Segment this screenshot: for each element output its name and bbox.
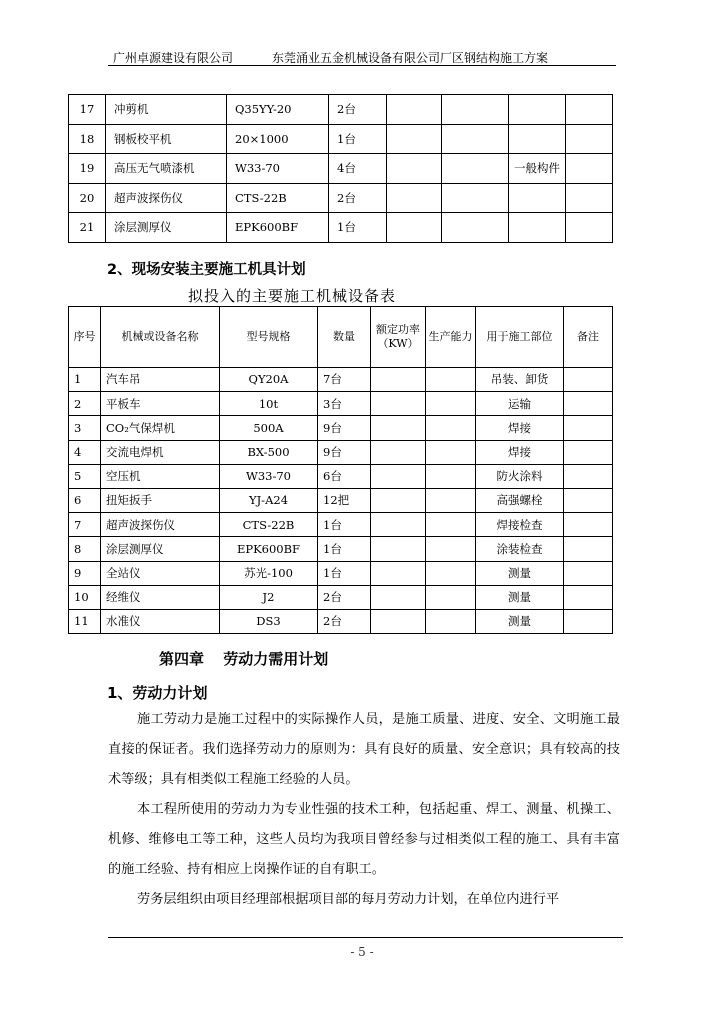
table-cell <box>426 585 476 609</box>
header-company: 广州卓源建设有限公司 <box>113 51 234 65</box>
table-cell <box>564 416 613 440</box>
table-cell <box>371 537 426 561</box>
table-cell: 9台 <box>318 416 371 440</box>
table-cell <box>509 213 566 243</box>
section-2-title: 2、现场安装主要施工机具计划 <box>107 262 306 278</box>
table-cell: CO₂气保焊机 <box>101 416 220 440</box>
table-cell: 焊接检查 <box>476 513 564 537</box>
header-model: 型号规格 <box>220 307 318 368</box>
table-cell: BX-500 <box>220 440 318 464</box>
table-cell <box>371 464 426 488</box>
table-cell: Q35YY-20 <box>227 95 329 125</box>
table-row <box>69 213 613 243</box>
table-cell: 防火涂料 <box>476 464 564 488</box>
table-cell <box>442 95 509 125</box>
table-cell: 测量 <box>476 561 564 585</box>
machinery-table <box>68 306 613 634</box>
table-cell <box>442 213 509 243</box>
header-rule <box>108 65 616 66</box>
table-cell <box>564 440 613 464</box>
table-cell <box>371 561 426 585</box>
table-cell: 3台 <box>318 392 371 416</box>
table-cell: 高强螺栓 <box>476 488 564 512</box>
table-cell: 4 <box>69 440 101 464</box>
table-cell: 6 <box>69 488 101 512</box>
paragraph-1: 施工劳动力是施工过程中的实际操作人员，是施工质量、进度、安全、文明施工最直接的保证者。我们选择劳动力的原则为：具有良好的质量、安全意识；具有较高的技术等级；具有相类似工程施工经验的人员。 <box>108 712 620 787</box>
paragraph-3: 劳务层组织由项目经理部根据项目部的每月劳动力计划，在单位内进行平 <box>137 892 560 907</box>
table-cell <box>566 95 613 125</box>
table-cell: 4台 <box>329 154 387 184</box>
table-cell: 19 <box>69 154 106 184</box>
table-row <box>69 416 613 440</box>
table-cell: 平板车 <box>101 392 220 416</box>
table-cell <box>564 488 613 512</box>
table-row <box>69 513 613 537</box>
table-cell <box>371 392 426 416</box>
header-seq: 序号 <box>69 307 101 368</box>
table-cell: 20 <box>69 183 106 213</box>
table-header-row <box>69 307 613 368</box>
table-cell: 7 <box>69 513 101 537</box>
table-row <box>69 537 613 561</box>
table-cell: 全站仪 <box>101 561 220 585</box>
table-cell <box>426 416 476 440</box>
table-cell: 500A <box>220 416 318 440</box>
table-cell <box>442 124 509 154</box>
table-cell: 2台 <box>318 609 371 633</box>
table-cell: 测量 <box>476 609 564 633</box>
table-cell: 涂层测厚仪 <box>101 537 220 561</box>
header-power: 额定功率（KW） <box>371 307 426 368</box>
table-cell: 冲剪机 <box>106 95 227 125</box>
table-cell: 2台 <box>329 183 387 213</box>
table-cell: YJ-A24 <box>220 488 318 512</box>
table-cell: 水准仪 <box>101 609 220 633</box>
header-name: 机械或设备名称 <box>101 307 220 368</box>
table-row <box>69 561 613 585</box>
table-cell: QY20A <box>220 368 318 392</box>
table-cell: EPK600BF <box>220 537 318 561</box>
table-cell <box>564 537 613 561</box>
table-cell: 汽车吊 <box>101 368 220 392</box>
section-1-title: 1、劳动力计划 <box>107 684 208 702</box>
table-cell: 12把 <box>318 488 371 512</box>
table-cell: 10 <box>69 585 101 609</box>
table-cell: 吊装、卸货 <box>476 368 564 392</box>
table-cell <box>371 585 426 609</box>
table-cell: 运输 <box>476 392 564 416</box>
table-cell: 8 <box>69 537 101 561</box>
table-cell <box>387 183 442 213</box>
table-cell: 超声波探伤仪 <box>106 183 227 213</box>
table-cell: 3 <box>69 416 101 440</box>
paragraph-2: 本工程所使用的劳动力为专业性强的技术工种，包括起重、焊工、测量、机操工、机修、维修电工等工种，这些人员均为我项目曾经参与过相类似工程的施工、具有丰富的施工经验、持有相应上岗操作证的自有职工。 <box>108 802 620 877</box>
equipment-table-continued <box>68 94 613 243</box>
table-cell: W33-70 <box>227 154 329 184</box>
table-cell: 涂层测厚仪 <box>106 213 227 243</box>
table-row <box>69 488 613 512</box>
table-cell <box>371 368 426 392</box>
table-cell <box>426 561 476 585</box>
table-cell <box>426 440 476 464</box>
table-cell <box>564 513 613 537</box>
table-cell <box>387 213 442 243</box>
table-cell: 10t <box>220 392 318 416</box>
table-cell: 18 <box>69 124 106 154</box>
table-row <box>69 124 613 154</box>
table-cell <box>442 154 509 184</box>
table-cell <box>371 488 426 512</box>
table-cell: 9 <box>69 561 101 585</box>
table-cell <box>426 488 476 512</box>
table-cell: 焊接 <box>476 440 564 464</box>
table-cell: W33-70 <box>220 464 318 488</box>
table-cell: 涂装检查 <box>476 537 564 561</box>
table-cell <box>509 124 566 154</box>
table-cell <box>566 124 613 154</box>
table-cell: 1台 <box>329 213 387 243</box>
table-cell <box>564 392 613 416</box>
table-row <box>69 368 613 392</box>
table-cell <box>564 609 613 633</box>
table-cell <box>564 561 613 585</box>
table-cell <box>509 183 566 213</box>
table-row <box>69 609 613 633</box>
table-cell: 2台 <box>329 95 387 125</box>
table-cell <box>564 585 613 609</box>
table-cell: DS3 <box>220 609 318 633</box>
table-cell <box>426 537 476 561</box>
header-qty: 数量 <box>318 307 371 368</box>
table-cell <box>387 95 442 125</box>
table-cell: 1台 <box>318 537 371 561</box>
table-cell: 9台 <box>318 440 371 464</box>
table-cell: 17 <box>69 95 106 125</box>
table-cell <box>426 513 476 537</box>
table-cell: J2 <box>220 585 318 609</box>
table-cell <box>509 95 566 125</box>
table-cell: 2台 <box>318 585 371 609</box>
table-cell <box>371 513 426 537</box>
table-cell <box>566 154 613 184</box>
table-cell: CTS-22B <box>227 183 329 213</box>
table-cell: EPK600BF <box>227 213 329 243</box>
machinery-table-title: 拟投入的主要施工机械设备表 <box>188 287 397 305</box>
table-cell: 空压机 <box>101 464 220 488</box>
footer-rule <box>108 937 623 938</box>
table-cell: 7台 <box>318 368 371 392</box>
table-cell <box>426 464 476 488</box>
table-cell: 1台 <box>318 513 371 537</box>
header-capacity: 生产能力 <box>426 307 476 368</box>
header-document-title: 东莞涌业五金机械设备有限公司厂区钢结构施工方案 <box>272 51 549 65</box>
table-row <box>69 392 613 416</box>
table-row <box>69 440 613 464</box>
table-cell: 焊接 <box>476 416 564 440</box>
table-cell: 测量 <box>476 585 564 609</box>
table-row <box>69 95 613 125</box>
table-cell: 11 <box>69 609 101 633</box>
table-cell: 1 <box>69 368 101 392</box>
table-cell <box>564 368 613 392</box>
table-row <box>69 464 613 488</box>
table-cell <box>371 416 426 440</box>
table-cell: 20×1000 <box>227 124 329 154</box>
table-cell <box>564 464 613 488</box>
table-cell: 高压无气喷漆机 <box>106 154 227 184</box>
table-cell: 6台 <box>318 464 371 488</box>
table-cell: 1台 <box>318 561 371 585</box>
table-cell: 扭矩扳手 <box>101 488 220 512</box>
table-row <box>69 183 613 213</box>
table-cell <box>371 609 426 633</box>
table-cell <box>426 609 476 633</box>
chapter-title: 第四章 劳动力需用计划 <box>159 650 329 668</box>
table-cell: 苏光-100 <box>220 561 318 585</box>
table-cell: 超声波探伤仪 <box>101 513 220 537</box>
table-cell <box>566 213 613 243</box>
table-cell <box>426 392 476 416</box>
table-row <box>69 585 613 609</box>
table-cell <box>371 440 426 464</box>
header-usage: 用于施工部位 <box>476 307 564 368</box>
table-cell: 1台 <box>329 124 387 154</box>
table-cell <box>426 368 476 392</box>
page-number: - 5 - <box>350 945 374 959</box>
table-cell: 交流电焊机 <box>101 440 220 464</box>
table-row <box>69 154 613 184</box>
table-cell: 5 <box>69 464 101 488</box>
table-cell <box>387 124 442 154</box>
table-cell: 21 <box>69 213 106 243</box>
header-remark: 备注 <box>564 307 613 368</box>
table-cell <box>387 154 442 184</box>
table-cell: 2 <box>69 392 101 416</box>
table-cell: 钢板校平机 <box>106 124 227 154</box>
table-cell: 经维仪 <box>101 585 220 609</box>
table-cell: CTS-22B <box>220 513 318 537</box>
table-cell: 一般构件 <box>509 154 566 184</box>
table-cell <box>566 183 613 213</box>
table-cell <box>442 183 509 213</box>
